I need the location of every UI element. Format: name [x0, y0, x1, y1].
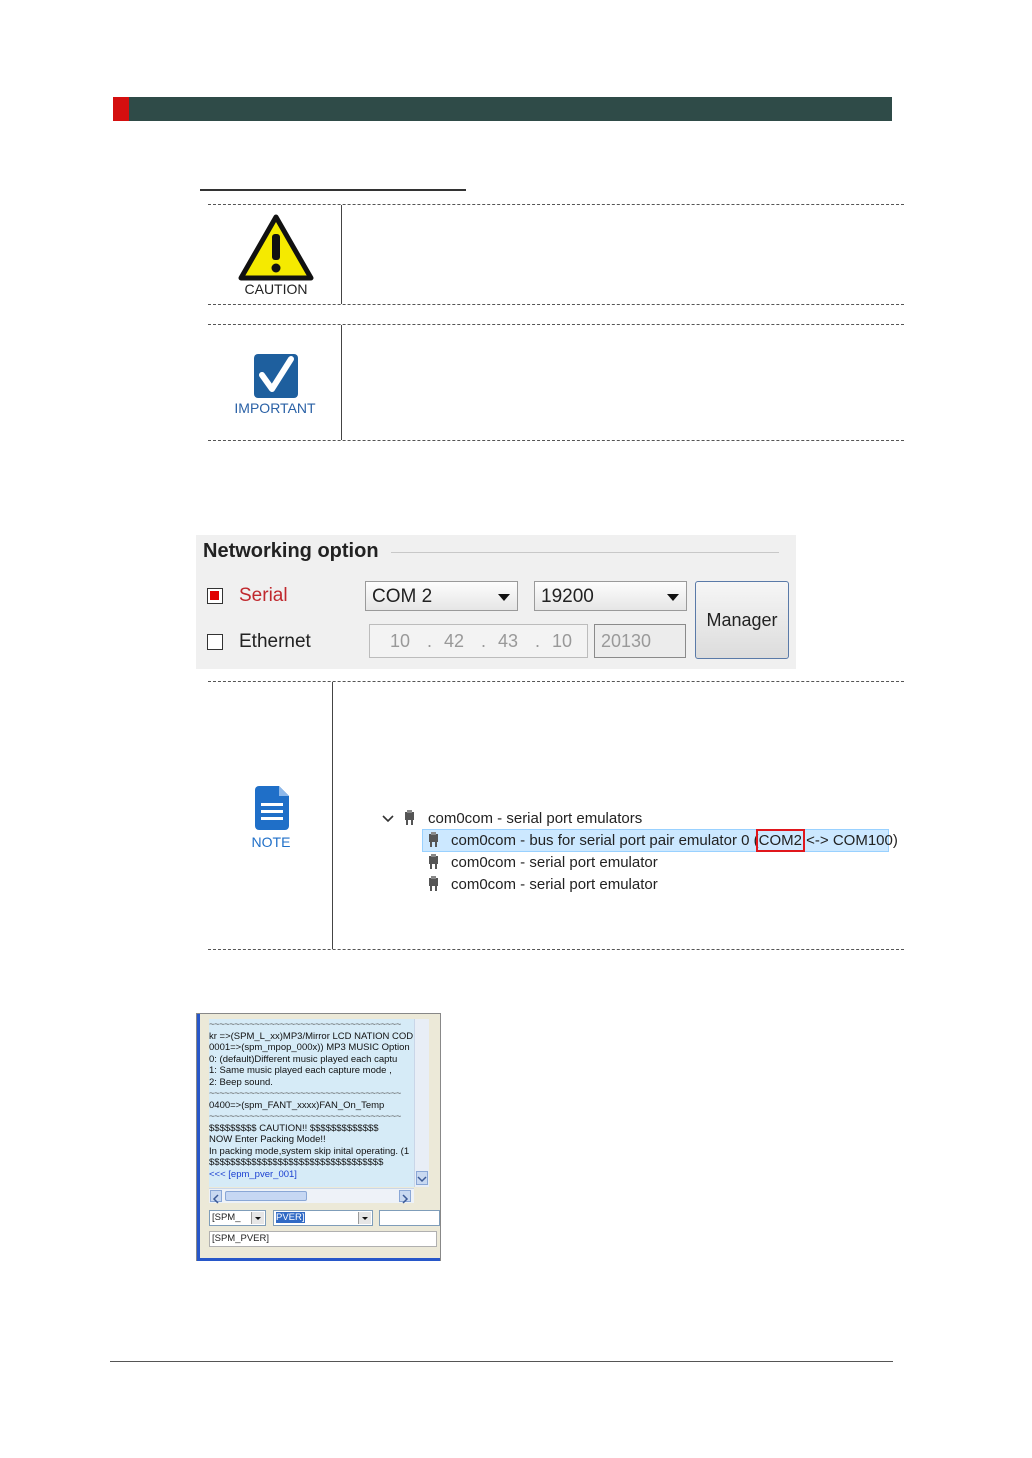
- horizontal-scrollbar[interactable]: [209, 1188, 414, 1203]
- header-accent: [113, 97, 129, 121]
- important-divider: [341, 325, 342, 440]
- console-rule: ~~~~~~~~~~~~~~~~~~~~~~~~~~~~~~~~~~~~~~: [209, 1019, 401, 1030]
- important-top-rule: [208, 324, 904, 325]
- tree-parent-item[interactable]: com0com - serial port emulators: [428, 810, 643, 827]
- command-group-value: [SPM_: [212, 1212, 241, 1223]
- ip-address-input[interactable]: [369, 624, 588, 658]
- port-device-icon: [404, 810, 415, 826]
- console-line: 0400=>(spm_FANT_xxxx)FAN_On_Temp: [209, 1099, 385, 1111]
- scroll-down-button[interactable]: [416, 1171, 428, 1185]
- tcp-port-value: 20130: [601, 631, 652, 651]
- ip-octet-4: 10: [552, 631, 573, 651]
- console-line: $$$$$$$$$ CAUTION!! $$$$$$$$$$$$$: [209, 1122, 379, 1134]
- serial-label: Serial: [239, 585, 288, 606]
- tree-item-bus-emulator[interactable]: [451, 832, 898, 849]
- caution-divider: [341, 205, 342, 304]
- console-line: 0001=>(spm_mpop_000x)) MP3 MUSIC Option: [209, 1042, 410, 1053]
- chevron-down-icon: [358, 1212, 371, 1224]
- console-line: NOW Enter Packing Mode!!: [209, 1134, 326, 1145]
- header-bar: [129, 97, 892, 121]
- caution-top-rule: [208, 204, 904, 205]
- vertical-scrollbar[interactable]: [414, 1019, 429, 1187]
- port-device-icon: [428, 832, 439, 848]
- chevron-down-icon: [498, 594, 510, 601]
- caution-bottom-rule: [208, 304, 904, 305]
- port-device-icon: [428, 854, 439, 870]
- section-underline: [200, 189, 466, 191]
- console-line: 2: Beep sound.: [209, 1076, 273, 1088]
- networking-option-panel: [196, 535, 796, 669]
- console-window: [196, 1013, 441, 1261]
- parameter-input[interactable]: [379, 1210, 440, 1226]
- caution-label: CAUTION: [244, 281, 308, 297]
- console-line: In packing mode,system skip inital operating. (1: [209, 1145, 410, 1157]
- scroll-thumb[interactable]: [225, 1191, 307, 1201]
- note-divider: [332, 682, 333, 949]
- ip-octet-1: 10: [390, 631, 411, 651]
- command-select[interactable]: [273, 1210, 373, 1226]
- bus-emulator-suffix: <-> COM100): [801, 832, 898, 849]
- manager-button[interactable]: Manager: [695, 581, 789, 659]
- scroll-left-button[interactable]: [210, 1190, 222, 1202]
- warning-triangle-icon: [238, 214, 314, 282]
- chevron-down-icon[interactable]: [381, 812, 395, 826]
- note-top-rule: [208, 681, 904, 682]
- ethernet-label: Ethernet: [239, 631, 311, 652]
- window-left-edge: [197, 1014, 200, 1260]
- port-device-icon: [428, 876, 439, 892]
- ip-dot: .: [535, 631, 541, 651]
- com2-highlight: COM2: [758, 832, 802, 849]
- console-line: 1: Same music played each capture mode ,: [209, 1065, 392, 1076]
- ip-dot: .: [427, 631, 433, 651]
- document-icon: [253, 784, 291, 832]
- console-rule: ~~~~~~~~~~~~~~~~~~~~~~~~~~~~~~~~~~~~~~: [209, 1088, 401, 1099]
- tcp-port-input[interactable]: [594, 624, 686, 658]
- networking-title: Networking option: [203, 540, 379, 562]
- command-group-select[interactable]: [209, 1210, 266, 1226]
- serial-checkbox[interactable]: [207, 588, 223, 604]
- command-value: PVER]: [276, 1212, 305, 1223]
- console-rule: ~~~~~~~~~~~~~~~~~~~~~~~~~~~~~~~~~~~~~~: [209, 1111, 401, 1122]
- console-line: 0: (default)Different music played each captu: [209, 1053, 398, 1065]
- tree-item-port-emulator[interactable]: com0com - serial port emulator: [451, 876, 658, 893]
- command-input[interactable]: [209, 1231, 437, 1247]
- bus-emulator-prefix: com0com - bus for serial port pair emulator 0 (: [451, 832, 759, 849]
- important-bottom-rule: [208, 440, 904, 441]
- ip-dot: .: [481, 631, 487, 651]
- networking-title-rule: [391, 552, 779, 553]
- chevron-down-icon: [251, 1212, 264, 1224]
- console-line: $$$$$$$$$$$$$$$$$$$$$$$$$$$$$$$$$: [209, 1157, 384, 1168]
- baud-rate-select[interactable]: [534, 581, 687, 611]
- console-line: <<< [epm_pver_001]: [209, 1168, 297, 1180]
- console-output[interactable]: [209, 1019, 414, 1187]
- checkmark-icon: [253, 353, 299, 399]
- scroll-right-button[interactable]: [399, 1190, 411, 1202]
- com-port-value: COM 2: [372, 586, 433, 607]
- command-input-value: [SPM_PVER]: [212, 1233, 270, 1244]
- console-line: kr =>(SPM_L_xx)MP3/Mirror LCD NATION COD: [209, 1030, 414, 1042]
- com-port-select[interactable]: [365, 581, 518, 611]
- chevron-down-icon: [667, 594, 679, 601]
- note-label: NOTE: [251, 834, 291, 850]
- tree-item-port-emulator[interactable]: com0com - serial port emulator: [451, 854, 658, 871]
- note-bottom-rule: [208, 949, 904, 950]
- window-bottom-edge: [197, 1258, 440, 1261]
- ethernet-checkbox[interactable]: [207, 634, 223, 650]
- footer-rule: [110, 1361, 893, 1362]
- baud-rate-value: 19200: [541, 586, 594, 607]
- ip-octet-3: 43: [498, 631, 519, 651]
- important-label: IMPORTANT: [234, 400, 316, 416]
- ip-octet-2: 42: [444, 631, 465, 651]
